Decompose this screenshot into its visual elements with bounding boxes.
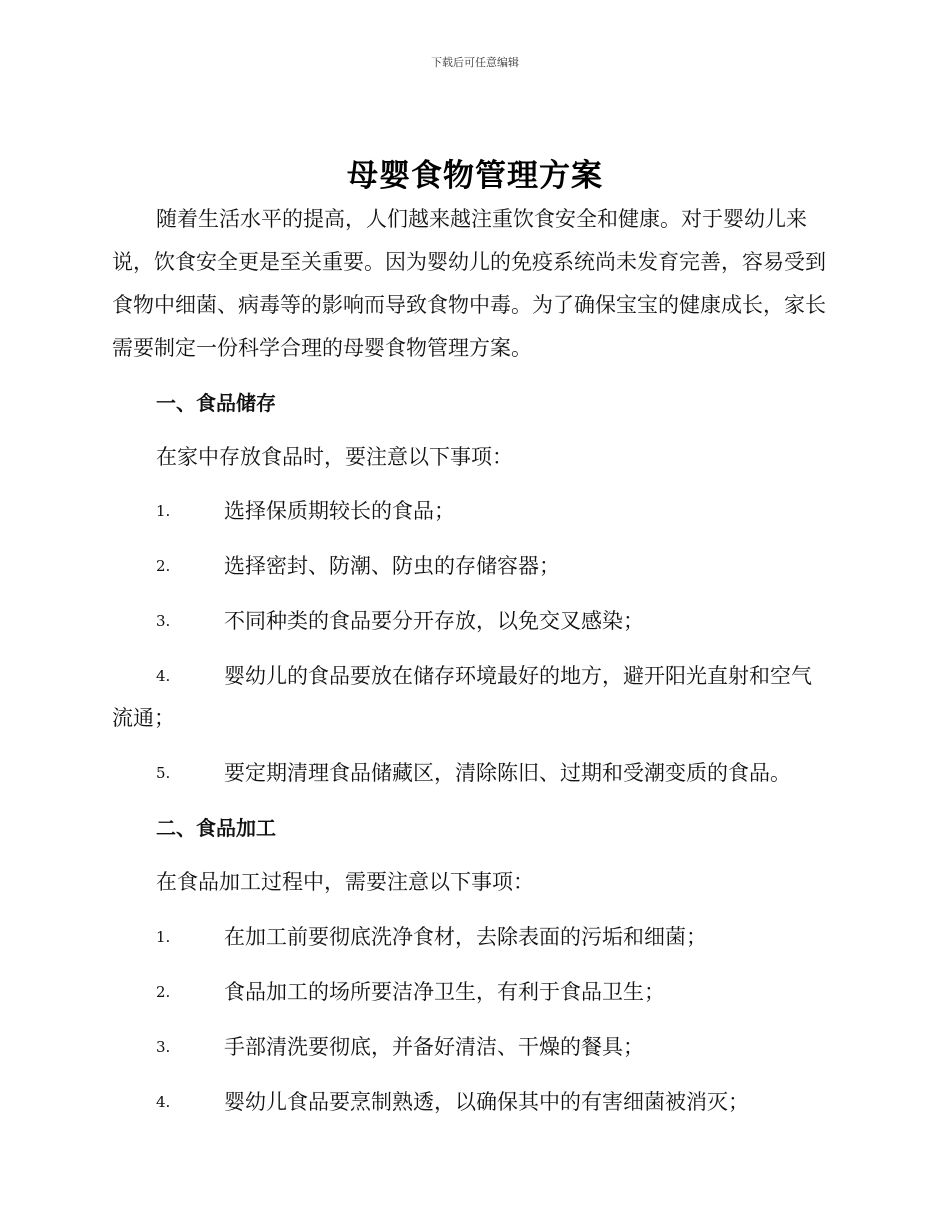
list-item (156, 490, 840, 533)
section-heading-storage: 一、食品储存 (156, 391, 276, 415)
list-item-number: 1. (156, 502, 171, 520)
intro-paragraph: 随着生活水平的提高，人们越来越注重饮食安全和健康。对于婴幼儿来说，饮食安全更是至关重要。因为婴幼儿的免疫系统尚未发育完善，容易受到食物中细菌、病毒等的影响而导致食物中毒。为了确保宝宝的健康成长，家长需要制定一份科学合理的母婴食物管理方案。 (112, 207, 826, 360)
list-item-number: 2. (156, 557, 171, 575)
list-item-text: 婴幼儿食品要烹制熟透，以确保其中的有害细菌被消灭； (224, 1090, 749, 1114)
section-lead-storage: 在家中存放食品时，要注意以下事项： (156, 445, 513, 469)
list-item-text: 在加工前要彻底洗净食材，去除表面的污垢和细菌； (224, 925, 707, 949)
list-item-text: 手部清洗要彻底，并备好清洁、干燥的餐具； (224, 1035, 644, 1059)
list-item-number: 3. (156, 1038, 171, 1056)
list-item-text: 要定期清理食品储藏区，清除陈旧、过期和受潮变质的食品。 (224, 761, 791, 785)
list-item-text: 食品加工的场所要洁净卫生，有利于食品卫生； (224, 980, 665, 1004)
section-lead-processing: 在食品加工过程中，需要注意以下事项： (156, 870, 534, 894)
list-item (156, 1026, 840, 1069)
list-item-number: 2. (156, 983, 171, 1001)
list-item (156, 545, 840, 588)
list-item-continuation: 流通； (112, 706, 175, 730)
list-item-text: 选择保质期较长的食品； (224, 499, 455, 523)
list-item (156, 600, 840, 643)
list-item-text: 不同种类的食品要分开存放，以免交叉感染； (224, 609, 644, 633)
header-note: 下载后可任意编辑 (431, 56, 519, 69)
list-item (156, 1081, 840, 1124)
list-item-text: 选择密封、防潮、防虫的存储容器； (224, 554, 560, 578)
list-item-number: 3. (156, 612, 171, 630)
list-item (156, 752, 840, 795)
list-item (156, 916, 840, 959)
list-item-number: 4. (156, 1093, 171, 1111)
section-heading-processing: 二、食品加工 (156, 816, 276, 840)
list-item-text: 婴幼儿的食品要放在储存环境最好的地方，避开阳光直射和空气 (224, 664, 812, 688)
list-item (156, 971, 840, 1014)
list-item-number: 4. (156, 667, 171, 685)
list-item-number: 5. (156, 764, 171, 782)
list-item-number: 1. (156, 928, 171, 946)
list-item (156, 655, 840, 698)
document-title: 母婴食物管理方案 (347, 158, 603, 194)
